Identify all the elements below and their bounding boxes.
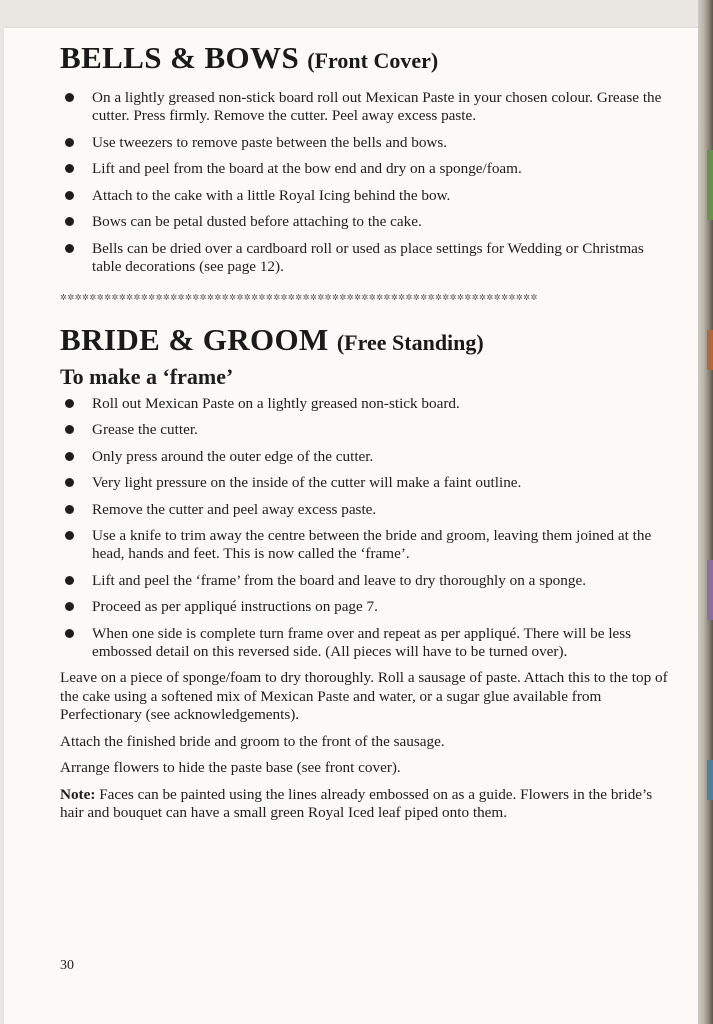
bullet-icon: [65, 505, 74, 514]
title-subtitle: (Front Cover): [307, 48, 439, 73]
list-item: When one side is complete turn frame over and repeat as per appliqué. There will be less embossed detail on this reversed side. (All pieces will have to be turned over).: [60, 625, 668, 661]
bullet-icon: [65, 164, 74, 173]
list-item: Use a knife to trim away the centre between the bride and groom, leaving them joined at the head, hands and feet. This is now called the ‘frame’.: [60, 527, 668, 563]
bullet-icon: [65, 138, 74, 147]
list-item: Lift and peel from the board at the bow end and dry on a sponge/foam.: [60, 160, 668, 178]
list-item: Bows can be petal dusted before attaching to the cake.: [60, 213, 668, 231]
list-item: Only press around the outer edge of the cutter.: [60, 448, 668, 466]
list-item: Very light pressure on the inside of the cutter will make a faint outline.: [60, 474, 668, 492]
bullet-icon: [65, 531, 74, 540]
bells-bows-list: [60, 89, 668, 276]
bullet-icon: [65, 452, 74, 461]
title-text: BRIDE & GROOM: [60, 321, 329, 357]
list-item: Use tweezers to remove paste between the bells and bows.: [60, 134, 668, 152]
page-content: [60, 40, 668, 831]
note-label: Note:: [60, 785, 96, 803]
star-divider: ✲✲✲✲✲✲✲✲✲✲✲✲✲✲✲✲✲✲✲✲✲✲✲✲✲✲✲✲✲✲✲✲✲✲✲✲✲✲✲✲✲✲✲✲✲✲✲✲✲✲✲✲✲✲✲✲✲✲✲✲✲✲✲✲✲: [60, 291, 538, 302]
paragraph: Attach the finished bride and groom to the front of the sausage.: [60, 732, 445, 750]
paragraph: Leave on a piece of sponge/foam to dry thoroughly. Roll a sausage of paste. Attach this to the top of the cake using a softened mix of Mexican Paste and water, or a sugar glue available from Perfectionary (see acknowledgements).: [60, 669, 668, 723]
subheading-frame: To make a ‘frame’: [60, 363, 234, 389]
paragraph: Arrange flowers to hide the paste base (see front cover).: [60, 759, 401, 776]
bullet-icon: [65, 478, 74, 487]
bullet-icon: [65, 217, 74, 226]
list-item: Proceed as per appliqué instructions on page 7.: [60, 598, 668, 616]
note-paragraph: [60, 786, 668, 823]
bullet-icon: [65, 399, 74, 408]
bullet-icon: [65, 244, 74, 253]
list-item: Lift and peel the ‘frame’ from the board and leave to dry thoroughly on a sponge.: [60, 572, 668, 590]
bullet-icon: [65, 425, 74, 434]
title-text: BELLS & BOWS: [60, 40, 300, 75]
bullet-icon: [65, 629, 74, 638]
list-item: Attach to the cake with a little Royal Icing behind the bow.: [60, 187, 668, 205]
bullet-icon: [65, 602, 74, 611]
bullet-icon: [65, 191, 74, 200]
page-edge: [698, 0, 713, 1024]
list-item: Bells can be dried over a cardboard roll or used as place settings for Wedding or Christmas table decorations (see page 12).: [60, 240, 668, 276]
list-item: Roll out Mexican Paste on a lightly greased non-stick board.: [60, 395, 668, 413]
bullet-icon: [65, 93, 74, 102]
note-text: Faces can be painted using the lines already embossed on as a guide. Flowers in the bride’s hair and bouquet can have a small green Royal Iced leaf piped onto them.: [60, 785, 653, 821]
page-number: 30: [60, 958, 74, 973]
section-title-bells-bows: [60, 40, 668, 79]
list-item: Remove the cutter and peel away excess paste.: [60, 501, 668, 519]
bullet-icon: [65, 576, 74, 585]
bride-groom-list: [60, 395, 668, 661]
section-title-bride-groom: [60, 322, 668, 361]
list-item: Grease the cutter.: [60, 421, 668, 439]
title-subtitle: (Free Standing): [336, 329, 484, 355]
list-item: On a lightly greased non-stick board roll out Mexican Paste in your chosen colour. Grease the cutter. Press firmly. Remove the cutter. Peel away excess paste.: [60, 89, 668, 125]
